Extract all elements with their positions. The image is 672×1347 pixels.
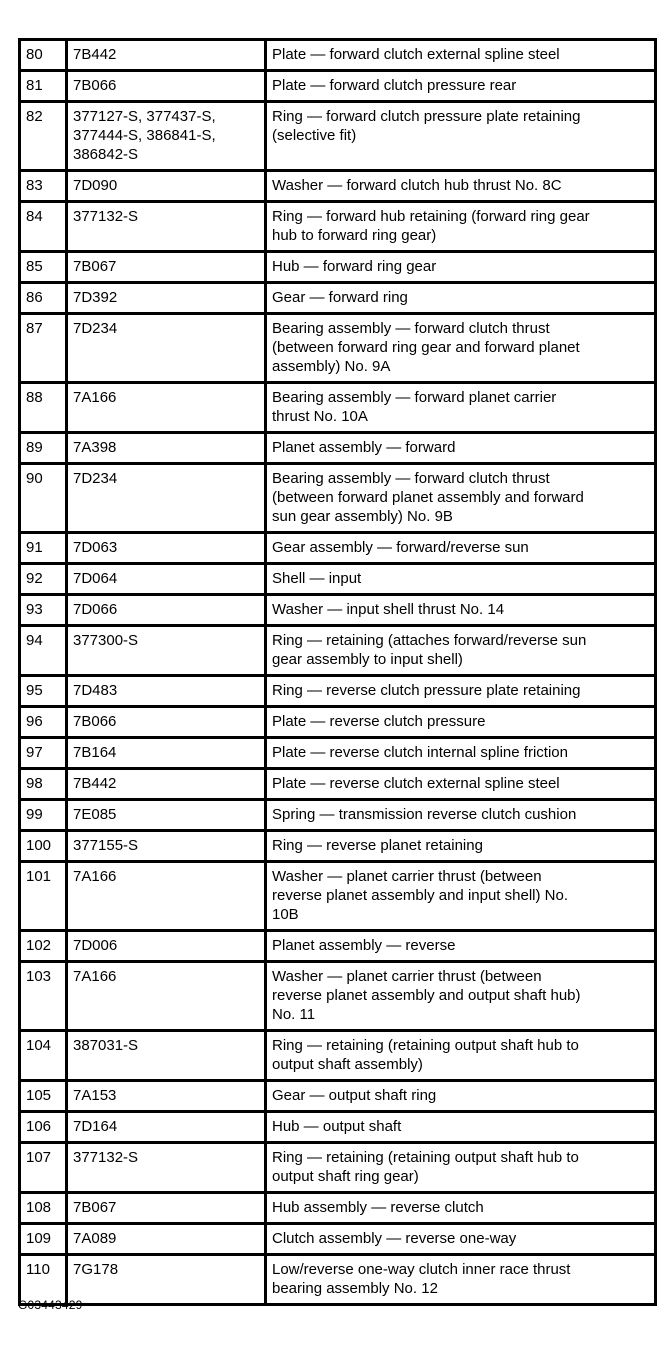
description-cell xyxy=(266,252,656,283)
description-cell xyxy=(266,862,656,931)
table-row xyxy=(20,862,656,931)
parts-table xyxy=(18,38,657,1306)
part-number-cell xyxy=(67,102,266,171)
description-cell-text: Plate — reverse clutch pressure xyxy=(272,713,486,730)
table-row xyxy=(20,40,656,71)
part-number-cell-text: 377127-S, 377437-S, 377444-S, 386841-S, 386842-S xyxy=(73,108,216,163)
item-number-cell xyxy=(20,862,67,931)
item-number-cell xyxy=(20,252,67,283)
part-number-cell-text: 7D063 xyxy=(73,539,118,556)
description-cell-text: Spring — transmission reverse clutch cushion xyxy=(272,806,577,823)
description-cell-text: Low/reverse one-way clutch inner race thrust bearing assembly No. 12 xyxy=(272,1261,571,1297)
description-cell xyxy=(266,202,656,252)
parts-table-body xyxy=(20,40,656,1305)
part-number-cell-text: 7A166 xyxy=(73,389,117,406)
item-number-cell-text: 106 xyxy=(26,1118,52,1135)
item-number-cell-text: 89 xyxy=(26,439,43,456)
part-number-cell xyxy=(67,831,266,862)
table-row xyxy=(20,738,656,769)
item-number-cell xyxy=(20,1031,67,1081)
item-number-cell xyxy=(20,962,67,1031)
item-number-cell xyxy=(20,676,67,707)
description-cell xyxy=(266,1081,656,1112)
item-number-cell-text: 81 xyxy=(26,77,43,94)
part-number-cell-text: 7D392 xyxy=(73,289,118,306)
item-number-cell-text: 80 xyxy=(26,46,43,63)
table-row xyxy=(20,1255,656,1305)
item-number-cell xyxy=(20,564,67,595)
description-cell-text: Hub — forward ring gear xyxy=(272,258,437,275)
part-number-cell-text: 7D090 xyxy=(73,177,118,194)
part-number-cell xyxy=(67,1081,266,1112)
description-cell xyxy=(266,433,656,464)
item-number-cell-text: 93 xyxy=(26,601,43,618)
item-number-cell-text: 103 xyxy=(26,968,52,985)
part-number-cell xyxy=(67,71,266,102)
part-number-cell xyxy=(67,252,266,283)
part-number-cell xyxy=(67,283,266,314)
part-number-cell-text: 7D066 xyxy=(73,601,118,618)
part-number-cell-text: 387031-S xyxy=(73,1037,139,1054)
item-number-cell xyxy=(20,464,67,533)
description-cell xyxy=(266,626,656,676)
part-number-cell xyxy=(67,40,266,71)
table-row xyxy=(20,71,656,102)
description-cell-text: Washer — input shell thrust No. 14 xyxy=(272,601,505,618)
part-number-cell-text: 7B066 xyxy=(73,713,117,730)
description-cell-text: Clutch assembly — reverse one-way xyxy=(272,1230,517,1247)
table-row xyxy=(20,564,656,595)
description-cell xyxy=(266,738,656,769)
description-cell-text: Bearing assembly — forward planet carrier thrust No. 10A xyxy=(272,389,557,425)
item-number-cell xyxy=(20,626,67,676)
description-cell-text: Plate — reverse clutch external spline steel xyxy=(272,775,560,792)
description-cell xyxy=(266,1112,656,1143)
item-number-cell xyxy=(20,831,67,862)
description-cell xyxy=(266,283,656,314)
part-number-cell-text: 7D234 xyxy=(73,320,118,337)
description-cell-text: Ring — reverse clutch pressure plate retaining xyxy=(272,682,581,699)
description-cell xyxy=(266,71,656,102)
item-number-cell-text: 88 xyxy=(26,389,43,406)
item-number-cell xyxy=(20,769,67,800)
part-number-cell xyxy=(67,564,266,595)
figure-id: G03443429 xyxy=(18,1298,83,1312)
part-number-cell xyxy=(67,1031,266,1081)
item-number-cell-text: 108 xyxy=(26,1199,52,1216)
part-number-cell xyxy=(67,862,266,931)
table-row xyxy=(20,383,656,433)
description-cell xyxy=(266,464,656,533)
item-number-cell-text: 95 xyxy=(26,682,43,699)
item-number-cell xyxy=(20,707,67,738)
part-number-cell xyxy=(67,171,266,202)
description-cell-text: Gear — output shaft ring xyxy=(272,1087,437,1104)
description-cell xyxy=(266,1143,656,1193)
part-number-cell xyxy=(67,595,266,626)
description-cell xyxy=(266,1255,656,1305)
item-number-cell-text: 84 xyxy=(26,208,43,225)
table-row xyxy=(20,202,656,252)
description-cell-text: Plate — reverse clutch internal spline friction xyxy=(272,744,568,761)
item-number-cell xyxy=(20,171,67,202)
table-row xyxy=(20,171,656,202)
description-cell xyxy=(266,533,656,564)
part-number-cell-text: 7D064 xyxy=(73,570,118,587)
part-number-cell-text: 377300-S xyxy=(73,632,139,649)
description-cell-text: Ring — retaining (attaches forward/reverse sun gear assembly to input shell) xyxy=(272,632,587,668)
item-number-cell-text: 92 xyxy=(26,570,43,587)
description-cell-text: Washer — planet carrier thrust (between reverse planet assembly and output shaft hub) No. 11 xyxy=(272,968,581,1023)
item-number-cell xyxy=(20,314,67,383)
part-number-cell xyxy=(67,738,266,769)
item-number-cell xyxy=(20,1224,67,1255)
description-cell-text: Shell — input xyxy=(272,570,362,587)
item-number-cell-text: 94 xyxy=(26,632,43,649)
part-number-cell-text: 7D164 xyxy=(73,1118,118,1135)
item-number-cell-text: 85 xyxy=(26,258,43,275)
part-number-cell xyxy=(67,931,266,962)
table-row xyxy=(20,769,656,800)
part-number-cell xyxy=(67,1112,266,1143)
part-number-cell-text: 7B067 xyxy=(73,258,117,275)
item-number-cell xyxy=(20,1112,67,1143)
part-number-cell-text: 7A166 xyxy=(73,868,117,885)
description-cell-text: Ring — retaining (retaining output shaft hub to output shaft ring gear) xyxy=(272,1149,579,1185)
table-row xyxy=(20,283,656,314)
table-row xyxy=(20,1031,656,1081)
part-number-cell xyxy=(67,800,266,831)
item-number-cell xyxy=(20,71,67,102)
description-cell-text: Hub — output shaft xyxy=(272,1118,402,1135)
item-number-cell xyxy=(20,1193,67,1224)
table-row xyxy=(20,314,656,383)
item-number-cell xyxy=(20,1081,67,1112)
description-cell-text: Plate — forward clutch pressure rear xyxy=(272,77,517,94)
item-number-cell xyxy=(20,595,67,626)
description-cell xyxy=(266,383,656,433)
item-number-cell-text: 97 xyxy=(26,744,43,761)
part-number-cell-text: 7A166 xyxy=(73,968,117,985)
part-number-cell-text: 7B164 xyxy=(73,744,117,761)
part-number-cell xyxy=(67,626,266,676)
item-number-cell-text: 107 xyxy=(26,1149,52,1166)
part-number-cell-text: 7B442 xyxy=(73,775,117,792)
part-number-cell-text: 7B442 xyxy=(73,46,117,63)
item-number-cell xyxy=(20,738,67,769)
description-cell-text: Hub assembly — reverse clutch xyxy=(272,1199,484,1216)
part-number-cell-text: 7B066 xyxy=(73,77,117,94)
description-cell xyxy=(266,962,656,1031)
description-cell xyxy=(266,40,656,71)
item-number-cell-text: 100 xyxy=(26,837,52,854)
description-cell xyxy=(266,707,656,738)
description-cell xyxy=(266,102,656,171)
table-row xyxy=(20,626,656,676)
item-number-cell xyxy=(20,433,67,464)
description-cell xyxy=(266,676,656,707)
item-number-cell xyxy=(20,1143,67,1193)
item-number-cell xyxy=(20,202,67,252)
description-cell-text: Ring — forward clutch pressure plate retaining (selective fit) xyxy=(272,108,581,144)
part-number-cell-text: 7A398 xyxy=(73,439,117,456)
part-number-cell-text: 7D006 xyxy=(73,937,118,954)
item-number-cell xyxy=(20,102,67,171)
item-number-cell-text: 101 xyxy=(26,868,52,885)
description-cell xyxy=(266,1193,656,1224)
description-cell-text: Washer — forward clutch hub thrust No. 8C xyxy=(272,177,562,194)
item-number-cell-text: 102 xyxy=(26,937,52,954)
table-row xyxy=(20,1193,656,1224)
item-number-cell xyxy=(20,800,67,831)
description-cell xyxy=(266,171,656,202)
description-cell xyxy=(266,769,656,800)
item-number-cell-text: 96 xyxy=(26,713,43,730)
item-number-cell-text: 83 xyxy=(26,177,43,194)
part-number-cell-text: 7A089 xyxy=(73,1230,117,1247)
description-cell-text: Ring — forward hub retaining (forward ring gear hub to forward ring gear) xyxy=(272,208,590,244)
table-row xyxy=(20,676,656,707)
description-cell xyxy=(266,1224,656,1255)
item-number-cell xyxy=(20,931,67,962)
item-number-cell-text: 110 xyxy=(26,1261,50,1278)
item-number-cell-text: 91 xyxy=(26,539,43,556)
part-number-cell xyxy=(67,676,266,707)
description-cell-text: Gear assembly — forward/reverse sun xyxy=(272,539,529,556)
description-cell-text: Washer — planet carrier thrust (between reverse planet assembly and input shell) No. 10B xyxy=(272,868,568,923)
table-row xyxy=(20,1143,656,1193)
table-row xyxy=(20,102,656,171)
part-number-cell xyxy=(67,433,266,464)
part-number-cell-text: 377132-S xyxy=(73,208,139,225)
item-number-cell-text: 87 xyxy=(26,320,43,337)
part-number-cell xyxy=(67,962,266,1031)
part-number-cell-text: 7G178 xyxy=(73,1261,119,1278)
description-cell-text: Gear — forward ring xyxy=(272,289,408,306)
part-number-cell-text: 7D234 xyxy=(73,470,118,487)
table-row xyxy=(20,800,656,831)
part-number-cell-text: 7B067 xyxy=(73,1199,117,1216)
item-number-cell xyxy=(20,533,67,564)
table-row xyxy=(20,962,656,1031)
item-number-cell-text: 109 xyxy=(26,1230,52,1247)
item-number-cell-text: 104 xyxy=(26,1037,52,1054)
table-row xyxy=(20,252,656,283)
item-number-cell-text: 99 xyxy=(26,806,43,823)
table-row xyxy=(20,533,656,564)
part-number-cell xyxy=(67,1224,266,1255)
part-number-cell-text: 377155-S xyxy=(73,837,139,854)
table-row xyxy=(20,1112,656,1143)
item-number-cell-text: 98 xyxy=(26,775,43,792)
description-cell xyxy=(266,564,656,595)
part-number-cell xyxy=(67,707,266,738)
item-number-cell xyxy=(20,283,67,314)
part-number-cell xyxy=(67,1143,266,1193)
table-row xyxy=(20,1224,656,1255)
table-row xyxy=(20,595,656,626)
table-row xyxy=(20,433,656,464)
description-cell-text: Bearing assembly — forward clutch thrust (between forward ring gear and forward planet assembly) No. 9A xyxy=(272,320,580,375)
item-number-cell-text: 86 xyxy=(26,289,43,306)
description-cell xyxy=(266,314,656,383)
description-cell xyxy=(266,800,656,831)
table-row xyxy=(20,831,656,862)
part-number-cell-text: 377132-S xyxy=(73,1149,139,1166)
item-number-cell-text: 90 xyxy=(26,470,43,487)
part-number-cell xyxy=(67,202,266,252)
item-number-cell xyxy=(20,40,67,71)
item-number-cell-text: 82 xyxy=(26,108,43,125)
part-number-cell-text: 7D483 xyxy=(73,682,118,699)
part-number-cell xyxy=(67,383,266,433)
description-cell-text: Ring — retaining (retaining output shaft hub to output shaft assembly) xyxy=(272,1037,579,1073)
description-cell xyxy=(266,595,656,626)
description-cell-text: Planet assembly — forward xyxy=(272,439,456,456)
part-number-cell xyxy=(67,1193,266,1224)
item-number-cell-text: 105 xyxy=(26,1087,52,1104)
description-cell-text: Bearing assembly — forward clutch thrust (between forward planet assembly and forward sun gear assembly) No. 9B xyxy=(272,470,584,525)
table-row xyxy=(20,707,656,738)
description-cell-text: Ring — reverse planet retaining xyxy=(272,837,483,854)
description-cell xyxy=(266,1031,656,1081)
table-row xyxy=(20,464,656,533)
part-number-cell xyxy=(67,1255,266,1305)
description-cell-text: Planet assembly — reverse xyxy=(272,937,456,954)
description-cell-text: Plate — forward clutch external spline steel xyxy=(272,46,560,63)
part-number-cell xyxy=(67,314,266,383)
part-number-cell xyxy=(67,533,266,564)
part-number-cell-text: 7E085 xyxy=(73,806,117,823)
table-row xyxy=(20,931,656,962)
description-cell xyxy=(266,931,656,962)
item-number-cell xyxy=(20,383,67,433)
part-number-cell xyxy=(67,769,266,800)
description-cell xyxy=(266,831,656,862)
table-row xyxy=(20,1081,656,1112)
part-number-cell-text: 7A153 xyxy=(73,1087,117,1104)
part-number-cell xyxy=(67,464,266,533)
item-number-cell xyxy=(20,1255,67,1305)
